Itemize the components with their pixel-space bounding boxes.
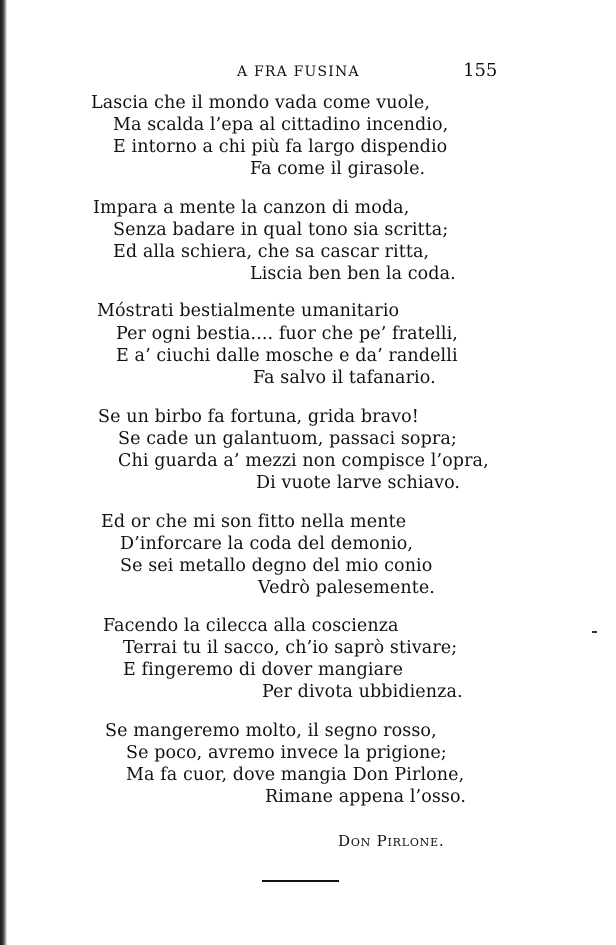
verse-line: Per divota ubbidienza. — [262, 682, 463, 702]
closing-rule — [262, 880, 339, 882]
page-gutter-shadow — [0, 0, 7, 945]
verse-line: D’inforcare la coda del demonio, — [120, 534, 414, 554]
verse-line: Impara a mente la canzon di moda, — [93, 198, 410, 218]
verse-line: Ed or che mi son fitto nella mente — [101, 512, 407, 532]
verse-line: Se cade un galantuom, passaci sopra; — [118, 429, 457, 449]
verse-line: Lascia che il mondo vada come vuole, — [91, 93, 431, 113]
verse-line: Fa come il girasole. — [250, 159, 426, 179]
page-number: 155 — [463, 60, 498, 81]
author-signature — [338, 832, 445, 850]
verse-line: Móstrati bestialmente umanitario — [97, 301, 400, 321]
verse-line: Senza badare in qual tono sia scritta; — [113, 220, 449, 240]
verse-line: Di vuote larve schiavo. — [256, 473, 461, 493]
verse-line: Vedrò palesemente. — [258, 578, 435, 598]
verse-line: Liscia ben ben la coda. — [250, 264, 456, 284]
verse-line: Ed alla schiera, che sa cascar ritta, — [113, 242, 430, 262]
verse-line: Ma fa cuor, dove mangia Don Pirlone, — [126, 765, 465, 785]
verse-line: Se sei metallo degno del mio conio — [120, 556, 433, 576]
verse-line: Rimane appena l’osso. — [265, 787, 466, 807]
verse-line: Se poco, avremo invece la prigione; — [126, 743, 447, 763]
verse-line: E fingeremo di dover mangiare — [123, 660, 404, 680]
verse-line: Terrai tu il sacco, ch’io saprò stivare; — [123, 638, 458, 658]
verse-line: Per ogni bestia.... fuor che pe’ fratelli, — [116, 324, 458, 344]
verse-line: Fa salvo il tafanario. — [253, 368, 436, 388]
verse-line: Se mangeremo molto, il segno rosso, — [105, 721, 437, 741]
page-header — [0, 60, 616, 84]
running-title: A FRA FUSINA — [237, 64, 360, 80]
signature-text: Don Pirlone. — [338, 832, 445, 850]
verse-line: Se un birbo fa fortuna, grida bravo! — [98, 407, 419, 427]
verse-line: Facendo la cilecca alla coscienza — [103, 616, 399, 636]
verse-line: E intorno a chi più fa largo dispendio — [113, 137, 448, 157]
verse-line: E a’ ciuchi dalle mosche e da’ randelli — [116, 346, 458, 366]
verse-line: Ma scalda l’epa al cittadino incendio, — [113, 115, 449, 135]
verse-line: Chi guarda a’ mezzi non compisce l’opra, — [118, 451, 489, 471]
margin-mark — [592, 631, 597, 633]
